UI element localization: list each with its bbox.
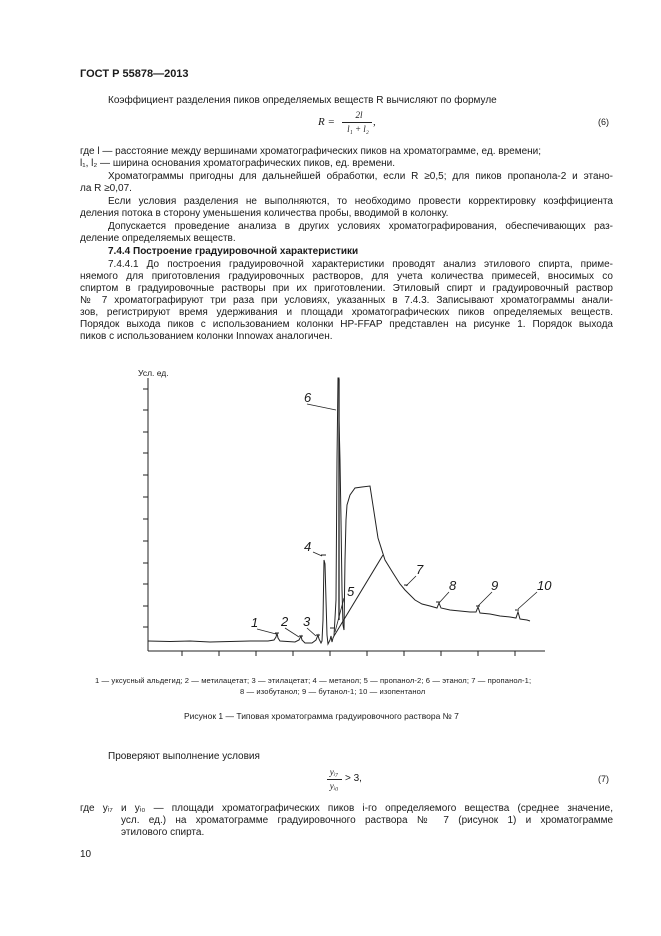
equation-number-6: (6) (598, 117, 609, 127)
paragraph-separation-b: деления потока в сторону уменьшения количества пробы, вводимой в колонку. (80, 208, 449, 219)
document-header: ГОСТ Р 55878—2013 (80, 68, 189, 80)
formula-7-fraction-line (327, 779, 342, 780)
x-axis (148, 651, 545, 656)
label-leaders (257, 404, 537, 637)
peak-label-10: 10 (537, 578, 552, 593)
peak-labels (251, 390, 552, 630)
page-number: 10 (80, 849, 92, 860)
equation-number-7: (7) (598, 774, 609, 784)
peak-markers (275, 555, 519, 636)
formula-6-numerator: 2l (355, 110, 363, 120)
peak-label-2: 2 (281, 614, 289, 629)
paragraph-7-4-4-1-b: няемого для приготовления градуировочных растворов, для учета количества примесей, вносимых со (80, 271, 613, 282)
paragraph-other-conditions-b: деление определяемых веществ. (80, 233, 236, 244)
paragraph-7-4-4-1-a: 7.4.4.1 До построения градуировочной характеристики проводят анализ этилового спирта, приме- (108, 259, 613, 270)
peak-label-4: 4 (304, 539, 312, 554)
paragraph-where-l: где l — расстояние между вершинами хроматографических пиков на хроматограмме, ед. времени; (80, 146, 542, 157)
paragraph-7-4-4-1-c: спиртом в градуировочные растворы при их приготовлении. Этиловый спирт и градуировочный раствор (80, 283, 613, 294)
paragraph-7-4-4-1-d: № 7 хроматографируют три раза при условиях, указанных в 7.4.3. Записывают хроматограммы анали- (80, 295, 613, 306)
peak-label-5: 5 (347, 584, 355, 599)
formula-7-denominator: yᵢ₀ (329, 781, 339, 791)
formula-6-denominator: l₁ + l₂ (347, 124, 369, 134)
paragraph-check-condition: Проверяют выполнение условия (108, 751, 260, 762)
peak-label-6: 6 (304, 390, 312, 405)
peak-label-1: 1 (251, 615, 259, 630)
peak-label-8: 8 (449, 578, 457, 593)
peak-label-3: 3 (303, 614, 311, 629)
paragraph-other-conditions-a: Допускается проведение анализа в других условиях хроматографирования, обеспечивающих раз- (108, 221, 613, 232)
figure-legend-line-1: 1 — уксусный альдегид; 2 — метилацетат; 3 — этилацетат; 4 — метанол; 5 — пропанол-2; 6 — этанол; 7 — пропанол-1; (95, 676, 532, 685)
paragraph-7-4-4-1-g: пиков с использованием колонки Innowax аналогичен. (80, 331, 333, 342)
figure-legend-line-2: 8 — изобутанол; 9 — бутанол-1; 10 — изопентанол (240, 687, 426, 696)
paragraph-where-y-b: усл. ед.) на хроматограмме градуировочного раствора № 7 (рисунок 1) и хроматограмме (121, 815, 613, 826)
paragraph-separation-a: Если условия разделения не выполняются, то необходимо провести корректировку коэффициента (108, 196, 613, 207)
paragraph-7-4-4-1-e: зов, регистрируют время удерживания и площади хроматографических пиков определяемых веществ. (80, 307, 613, 318)
formula-7-tail: > 3, (345, 773, 362, 784)
paragraph-r-intro: Коэффициент разделения пиков определяемых веществ R вычисляют по формуле (108, 95, 497, 106)
paragraph-where-y-a: где yᵢ₇ и yᵢ₀ — площади хроматографических пиков i-го определяемого вещества (среднее значение, (80, 803, 613, 814)
paragraph-suitable-b: ла R ≥0,07. (80, 183, 132, 194)
formula-7-numerator: yᵢ₇ (329, 767, 339, 777)
paragraph-where-l1-l2: l₁, l₂ — ширина основания хроматографических пиков, ед. времени. (80, 158, 396, 169)
section-heading-7-4-4: 7.4.4 Построение градуировочной характеристики (108, 246, 359, 257)
paragraph-suitable-a: Хроматограммы пригодны для дальнейшей обработки, если R ≥0,5; для пиков пропанола-2 и этано- (108, 171, 613, 182)
formula-6-tail: , (373, 116, 376, 128)
peak-label-7: 7 (416, 562, 424, 577)
y-axis-label: Усл. ед. (138, 368, 169, 378)
formula-6-lhs: R = (318, 116, 335, 128)
paragraph-where-y-c: этилового спирта. (121, 827, 205, 838)
figure-caption: Рисунок 1 — Типовая хроматограмма градуировочного раствора № 7 (184, 711, 459, 721)
peak-label-9: 9 (491, 578, 499, 593)
paragraph-7-4-4-1-f: Порядок выхода пиков с использованием колонки HP-FFAP представлен на рисунке 1. Порядок выхода (80, 319, 613, 330)
y-axis (143, 378, 148, 651)
